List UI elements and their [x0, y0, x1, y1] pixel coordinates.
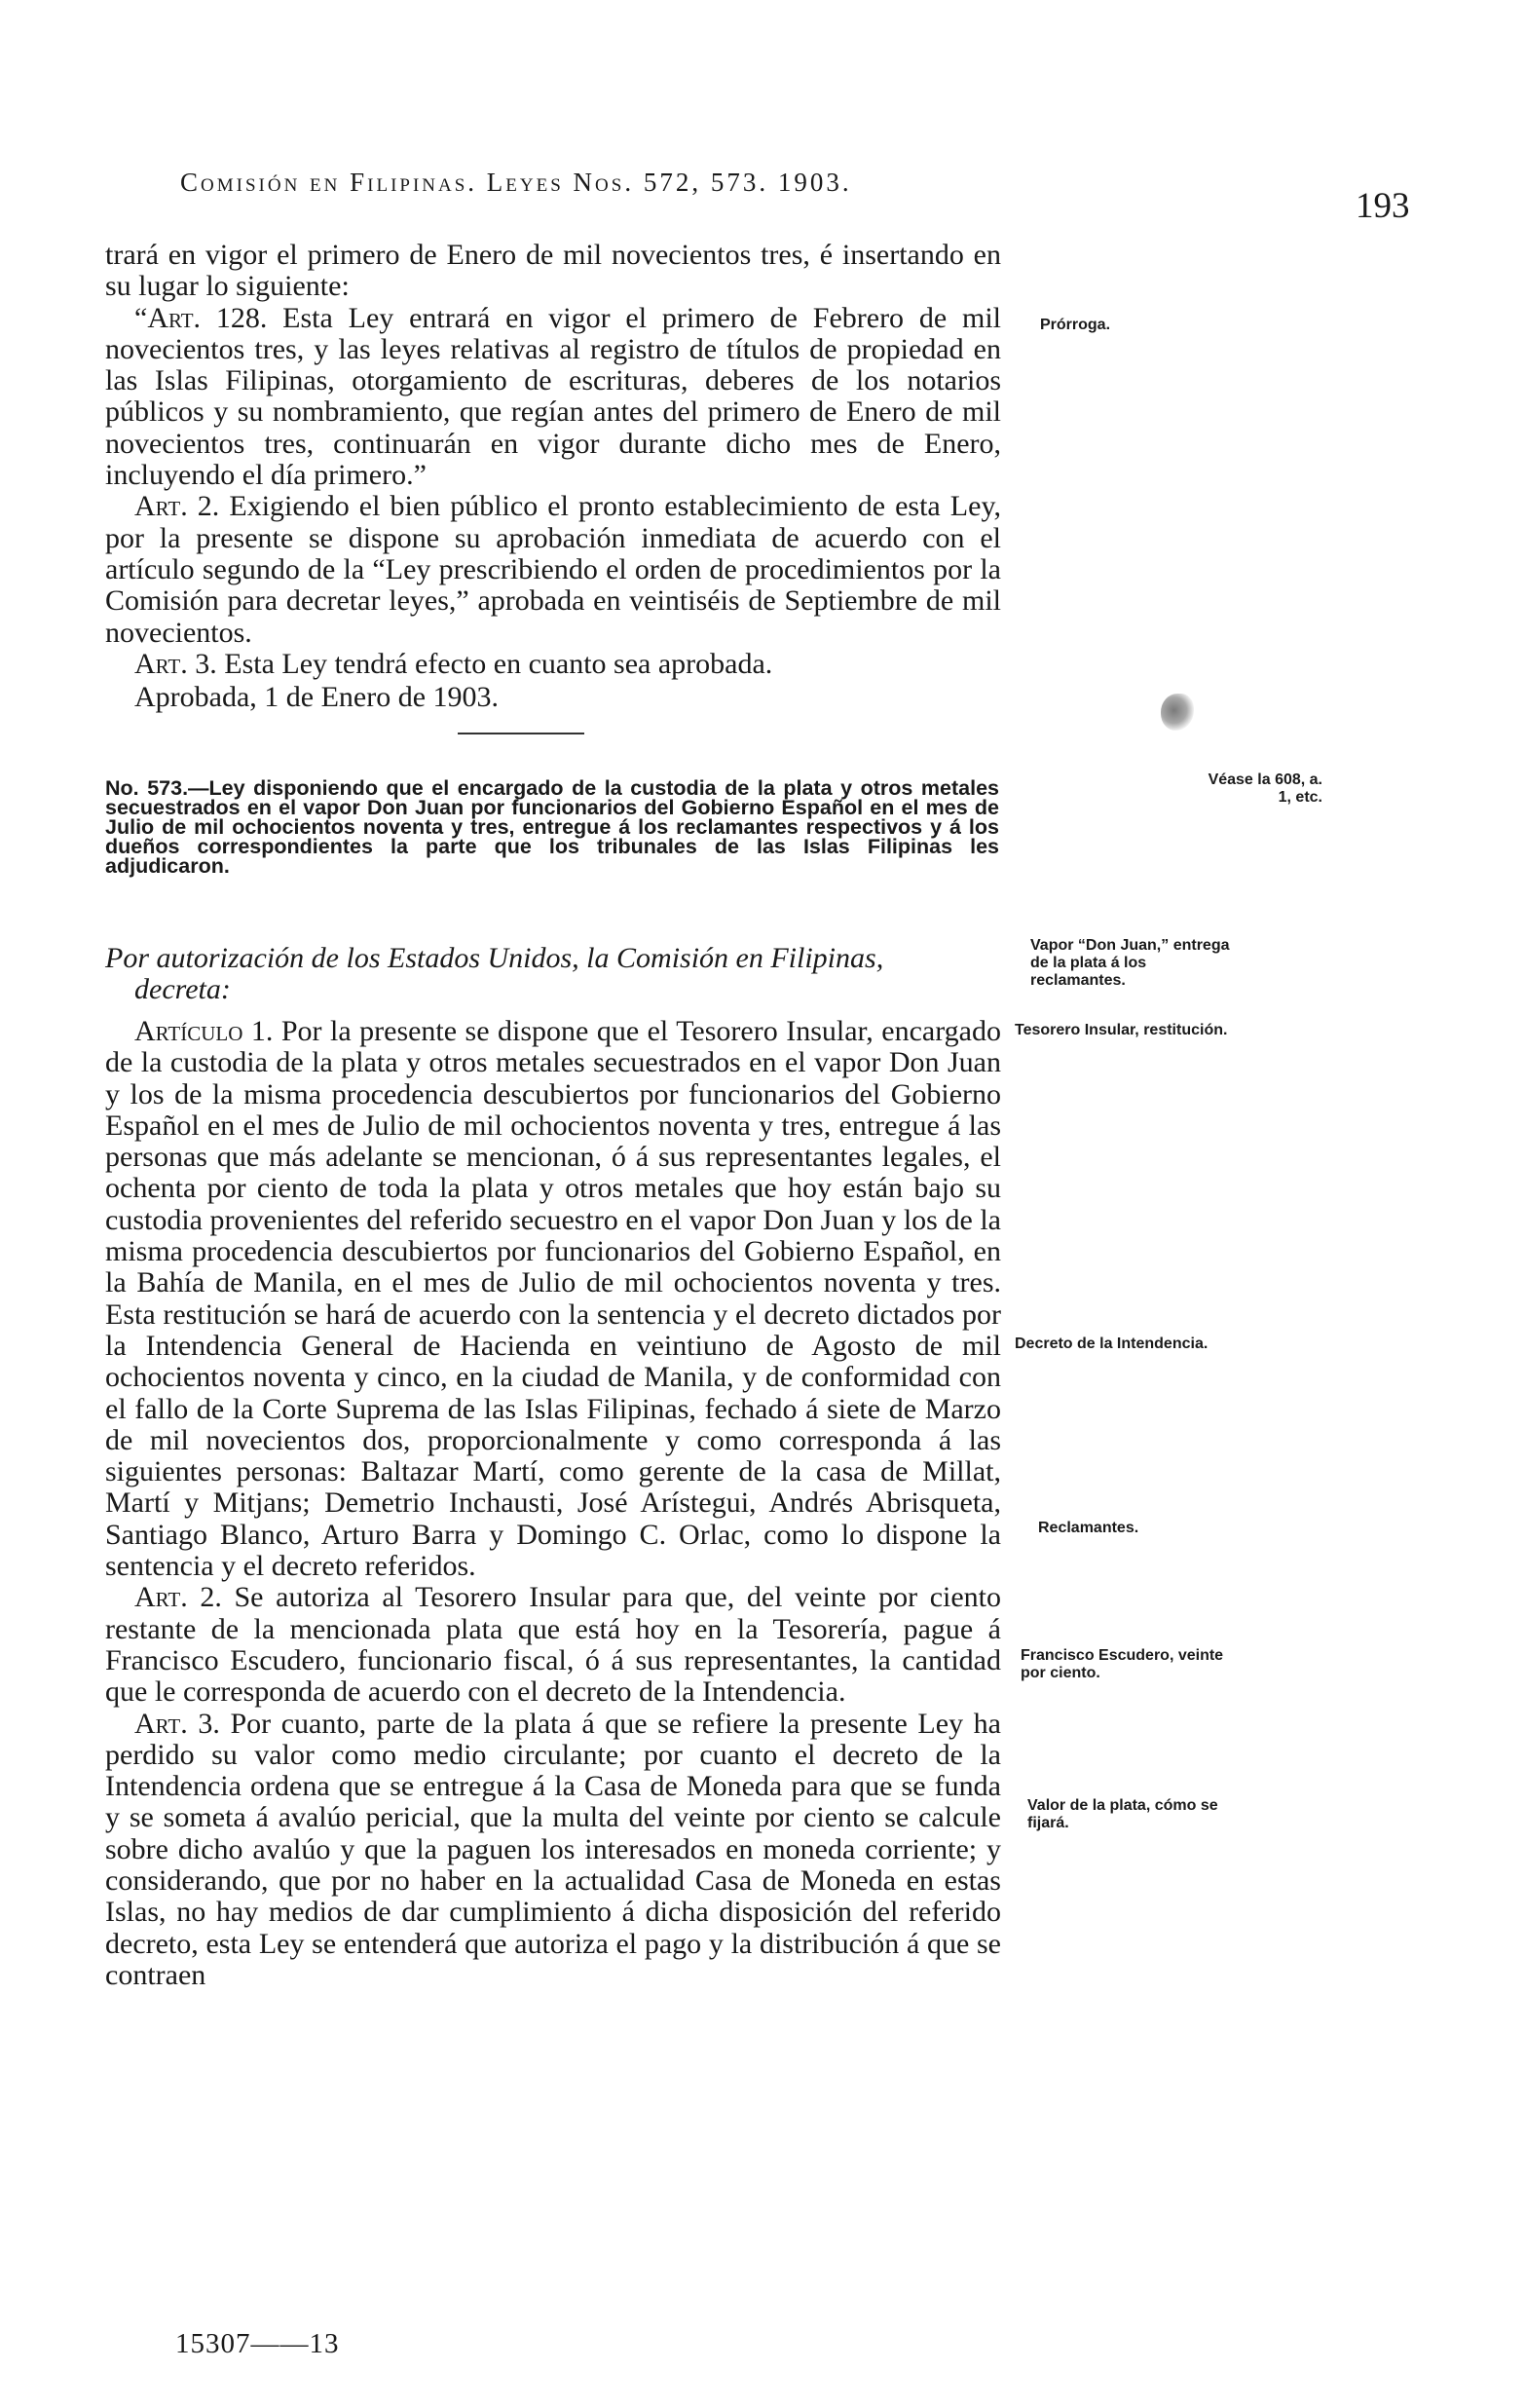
section-divider: [458, 733, 584, 734]
printer-signature: 15307——13: [175, 2328, 340, 2359]
article-text: Se autoriza al Tesorero Insular para que, del veinte por ciento restante de la mencionada plata que está hoy en la Tesorería, pague á Francisco Escudero, funcionario fiscal, ó á sus representantes, la cantidad que le corresponda de acuerdo con el decreto de la Intendencia.: [105, 1581, 1001, 1709]
margin-note-decreto: Decreto de la Intendencia.: [1015, 1336, 1209, 1352]
ink-smudge: [1161, 694, 1194, 731]
margin-note-vease: Véase la 608, a. 1, etc.: [1208, 771, 1322, 806]
article-text: Por cuanto, parte de la plata á que se refiere la presente Ley ha perdido su valor como medio circulante; por cuanto el decreto de la Intendencia ordena que se entregue á la Casa de Moneda para que se funda y se someta á avalúo pericial, que la multa del veinte por ciento se calcule sobre dicho avalúo y que la paguen los interesados en moneda corriente; y considerando, que por no haber en la actualidad Casa de Moneda en estas Islas, no hay medios de dar cumplimiento á dicha disposición del referido decreto, esta Ley se entenderá que autoriza el pago y la distribución á que se contraen: [105, 1707, 1001, 1991]
enacting-clause: [105, 943, 1001, 1006]
margin-note-valor: Valor de la plata, cómo se fijará.: [1027, 1797, 1218, 1831]
margin-note-prorroga: Prórroga.: [1040, 317, 1111, 333]
article-label: Art. 3.: [134, 1707, 220, 1740]
article-1: [105, 1016, 1001, 1582]
article-3: [105, 649, 1001, 680]
article-text: Por la presente se dispone que el Tesorero Insular, encargado de la custodia de la plata y otros metales secuestrados en el vapor Don Juan y los de la misma procedencia descubiertos por funcionarios del Gobierno Español en el mes de Julio de mil ochocientos noventa y tres, entregue á las personas que más adelante se mencionan, ó á sus representantes legales, el ochenta por ciento de toda la plata y otros metales que hoy están bajo su custodia provenientes del referido secuestro en el vapor Don Juan y los de la misma procedencia descubiertos por funcionarios del Gobierno Español, en la Bahía de Manila, en el mes de Julio de mil ochocientos noventa y tres. Esta restitución se hará de acuerdo con la sentencia y el decreto dictados por la Intendencia General de Hacienda en veintiuno de Agosto de mil ochocientos noventa y cinco, en la ciudad de Manila, y de conformidad con el fallo de la Corte Suprema de las Islas Filipinas, fechado á siete de Marzo de mil novecientos dos, proporcionalmente y como corresponda á las siguientes personas: Baltazar Martí, como gerente de la casa de Millat, Martí y Mitjans; Demetrio Inchausti, José Arístegui, Andrés Abrisqueta, Santiago Blanco, Arturo Barra y Domingo C. Orlac, como lo dispone la sentencia y el decreto referidos.: [105, 1015, 1001, 1583]
act-572-conclusion: [105, 240, 1001, 713]
margin-note-vapor: Vapor “Don Juan,” entrega de la plata á los reclamantes.: [1030, 937, 1230, 989]
article-text: Exigiendo el bien público el pronto establecimiento de esta Ley, por la presente se dispone su aprobación inmediata de acuerdo con el artículo segundo de la “Ley prescribiendo el orden de procedimientos por la Comisión para decretar leyes,” aprobada en veintiséis de Septiembre de mil novecientos.: [105, 490, 1001, 649]
running-head: Comisión en Filipinas. Leyes Nos. 572, 573. 1903.: [180, 168, 852, 197]
margin-note-tesorero: Tesorero Insular, restitución.: [1015, 1022, 1228, 1038]
act-title: —Ley disponiendo que el encargado de la custodia de la plata y otros metales secuestrados en el vapor Don Juan por funcionarios del Gobierno Español en el mes de Julio de mil ochocientos noventa y tres, entregue á los reclamantes respectivos y á los dueños correspondientes la parte que los tribunales de las Islas Filipinas les adjudicaron.: [105, 776, 999, 878]
article-text: Esta Ley entrará en vigor el primero de Febrero de mil novecientos tres, y las leyes relativas al registro de títulos de propiedad en las Islas Filipinas, otorgamiento de escrituras, deberes de los notarios públicos y su nombramiento, que regían antes del primero de Enero de mil novecientos tres, continuarán en vigor durante dicho mes de Enero, incluyendo el día primero.”: [105, 301, 1001, 492]
act-573-body: [105, 1016, 1001, 1991]
article-128: [105, 303, 1001, 492]
approval-date: Aprobada, 1 de Enero de 1903.: [134, 681, 500, 714]
article-3: [105, 1709, 1001, 1992]
article-label: Art. 2.: [134, 490, 220, 523]
margin-note-reclamantes: Reclamantes.: [1038, 1520, 1139, 1536]
margin-note-francisco: Francisco Escudero, veinte por ciento.: [1021, 1647, 1224, 1681]
act-number: No. 573.: [105, 776, 189, 800]
article-label: Art. 3.: [134, 647, 217, 680]
enacting-line-1: Por autorización de los Estados Unidos, la Comisión en Filipinas,: [105, 942, 884, 974]
article-label: Artículo 1.: [134, 1015, 274, 1047]
article-text: Esta Ley tendrá efecto en cuanto sea aprobada.: [216, 647, 773, 680]
paragraph-continuation: trará en vigor el primero de Enero de mil novecientos tres, é insertando en su lugar lo siguiente:: [105, 239, 1001, 303]
article-label: Art. 2.: [134, 1581, 222, 1614]
enacting-line-2: decreta:: [134, 973, 231, 1006]
article-label: “Art. 128.: [134, 301, 268, 334]
act-573-heading: [105, 776, 999, 878]
page-number: 193: [1356, 186, 1410, 226]
article-2: [105, 1582, 1001, 1708]
article-2: [105, 491, 1001, 648]
